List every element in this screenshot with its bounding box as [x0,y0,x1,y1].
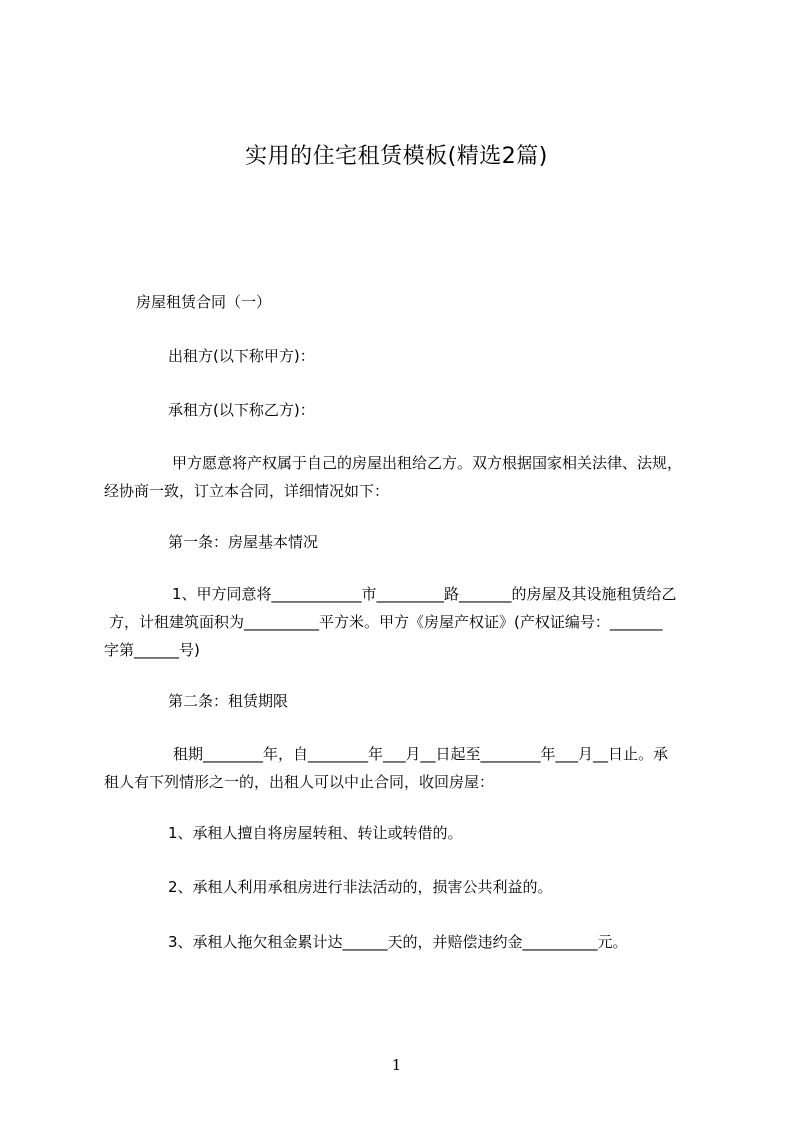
page-number: 1 [391,1056,402,1074]
clause-1-line-2: 方，计租建筑面积为__________平方米。甲方《房屋产权证》(产权证编号：_______ [109,613,663,631]
intro-line-1: 甲方愿意将产权属于自己的房屋出租给乙方。双方根据国家相关法律、法规， [172,454,683,472]
intro-line-2: 经协商一致，订立本合同，详细情况如下： [104,482,390,500]
article-2-item-2: 2、承租人利用承租房进行非法活动的，损害公共利益的。 [168,878,553,896]
lessor-line: 出租方(以下称甲方)： [168,347,315,365]
article-2-term [104,740,668,796]
article-1-clause-1 [104,580,677,664]
article-2-item-3: 3、承租人拖欠租金累计达______天的，并赔偿违约金__________元。 [168,933,628,951]
term-line-1: 租期________年，自________年___月__日起至________年___月__日止。承 [173,745,669,763]
lessee-line: 承租方(以下称乙方)： [168,401,315,419]
article-2-item-1: 1、承租人擅自将房屋转租、转让或转借的。 [168,824,463,842]
clause-1-line-1: 1、甲方同意将____________市_________路_______的房屋及其设施租赁给乙 [172,585,677,603]
clause-1-line-3: 字第______号) [104,641,200,659]
article-1-heading: 第一条：房屋基本情况 [168,533,319,551]
contract-heading: 房屋租赁合同（一） [136,293,272,311]
intro-paragraph [104,449,682,505]
term-line-2: 租人有下列情形之一的，出租人可以中止合同，收回房屋： [104,773,495,791]
article-2-heading: 第二条：租赁期限 [168,692,289,710]
document-title: 实用的住宅租赁模板(精选2篇) [245,144,548,169]
